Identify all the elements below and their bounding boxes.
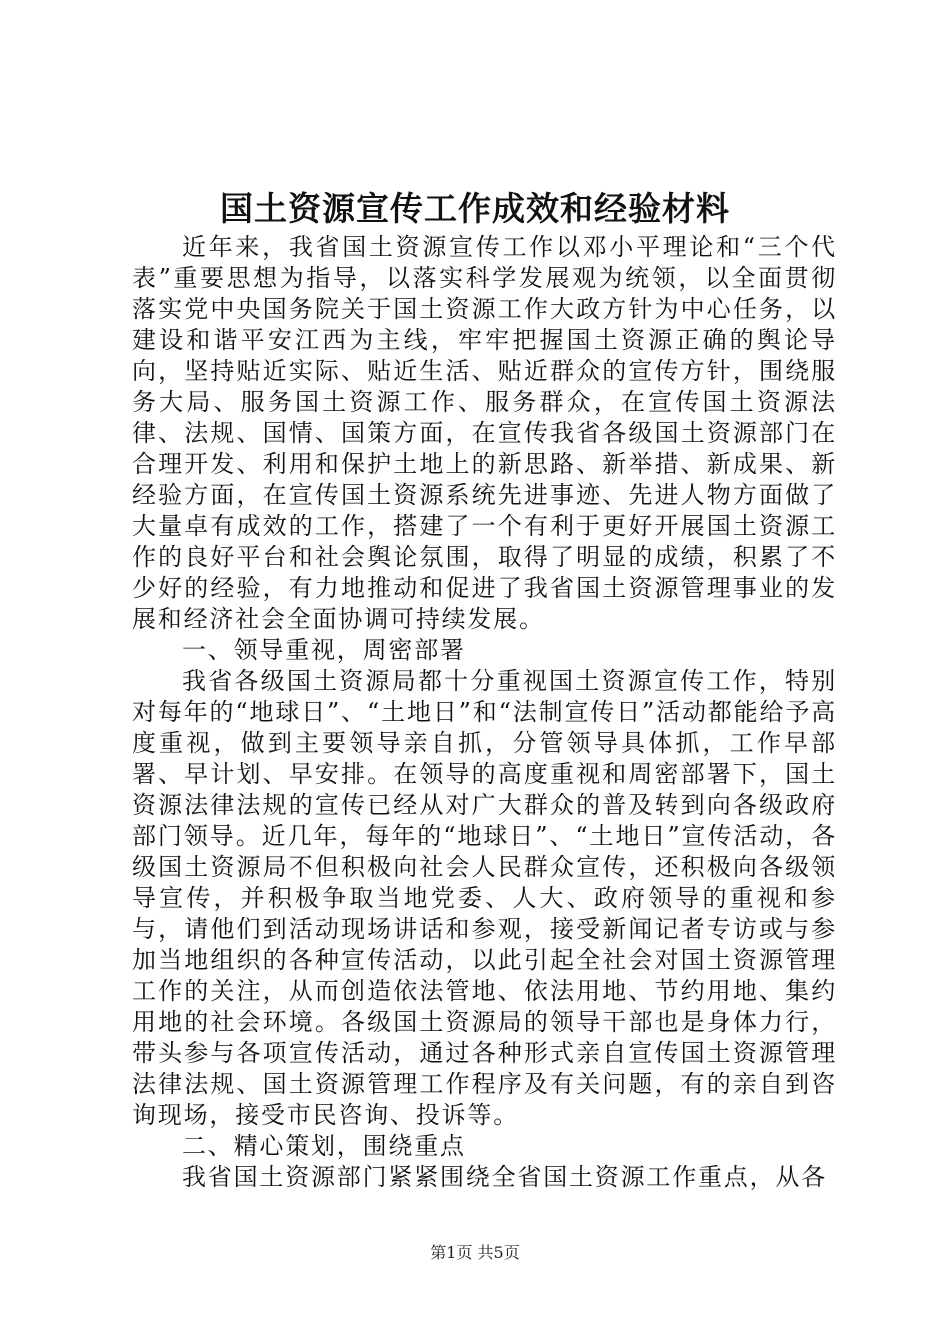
paragraph-intro: 近年来，我省国土资源宣传工作以邓小平理论和“三个代表”重要思想为指导，以落实科学发展观为统领，以全面贯彻落实党中央国务院关于国土资源工作大政方针为中心任务，以建设和谐平安江西为主线，牢牢把握国土资源正确的舆论导向，坚持贴近实际、贴近生活、贴近群众的宣传方针，围绕服务大局、服务国土资源工作、服务群众，在宣传国土资源法律、法规、国情、国策方面，在宣传我省各级国土资源部门在合理开发、利用和保护土地上的新思路、新举措、新成果、新经验方面，在宣传国土资源系统先进事迹、先进人物方面做了大量卓有成效的工作，搭建了一个有利于更好开展国土资源工作的良好平台和社会舆论氛围，取得了明显的成绩，积累了不少好的经验，有力地推动和促进了我省国土资源管理事业的发展和经济社会全面协调可持续发展。 (132, 233, 837, 633)
section-heading-1: 一、领导重视，周密部署 (182, 636, 466, 664)
section-heading-2: 二、精心策划，围绕重点 (182, 1132, 466, 1160)
document-body (132, 232, 837, 1193)
page-footer: 第1页 共5页 (430, 1243, 520, 1262)
paragraph-section-2: 我省国土资源部门紧紧围绕全省国土资源工作重点，从各 (182, 1163, 827, 1191)
document-title: 国土资源宣传工作成效和经验材料 (220, 189, 730, 228)
paragraph-section-1: 我省各级国土资源局都十分重视国土资源宣传工作，特别对每年的“地球日”、“土地日”和“法制宣传日”活动都能给予高度重视，做到主要领导亲自抓，分管领导具体抓，工作早部署、早计划、早安排。在领导的高度重视和周密部署下，国土资源法律法规的宣传已经从对广大群众的普及转到向各级政府部门领导。近几年，每年的“地球日”、“土地日”宣传活动，各级国土资源局不但积极向社会人民群众宣传，还积极向各级领导宣传，并积极争取当地党委、人大、政府领导的重视和参与，请他们到活动现场讲话和参观，接受新闻记者专访或与参加当地组织的各种宣传活动，以此引起全社会对国土资源管理工作的关注，从而创造依法管地、依法用地、节约用地、集约用地的社会环境。各级国土资源局的领导干部也是身体力行，带头参与各项宣传活动，通过各种形式亲自宣传国土资源管理法律法规、国土资源管理工作程序及有关问题，有的亲自到咨询现场，接受市民咨询、投诉等。 (132, 667, 837, 1129)
